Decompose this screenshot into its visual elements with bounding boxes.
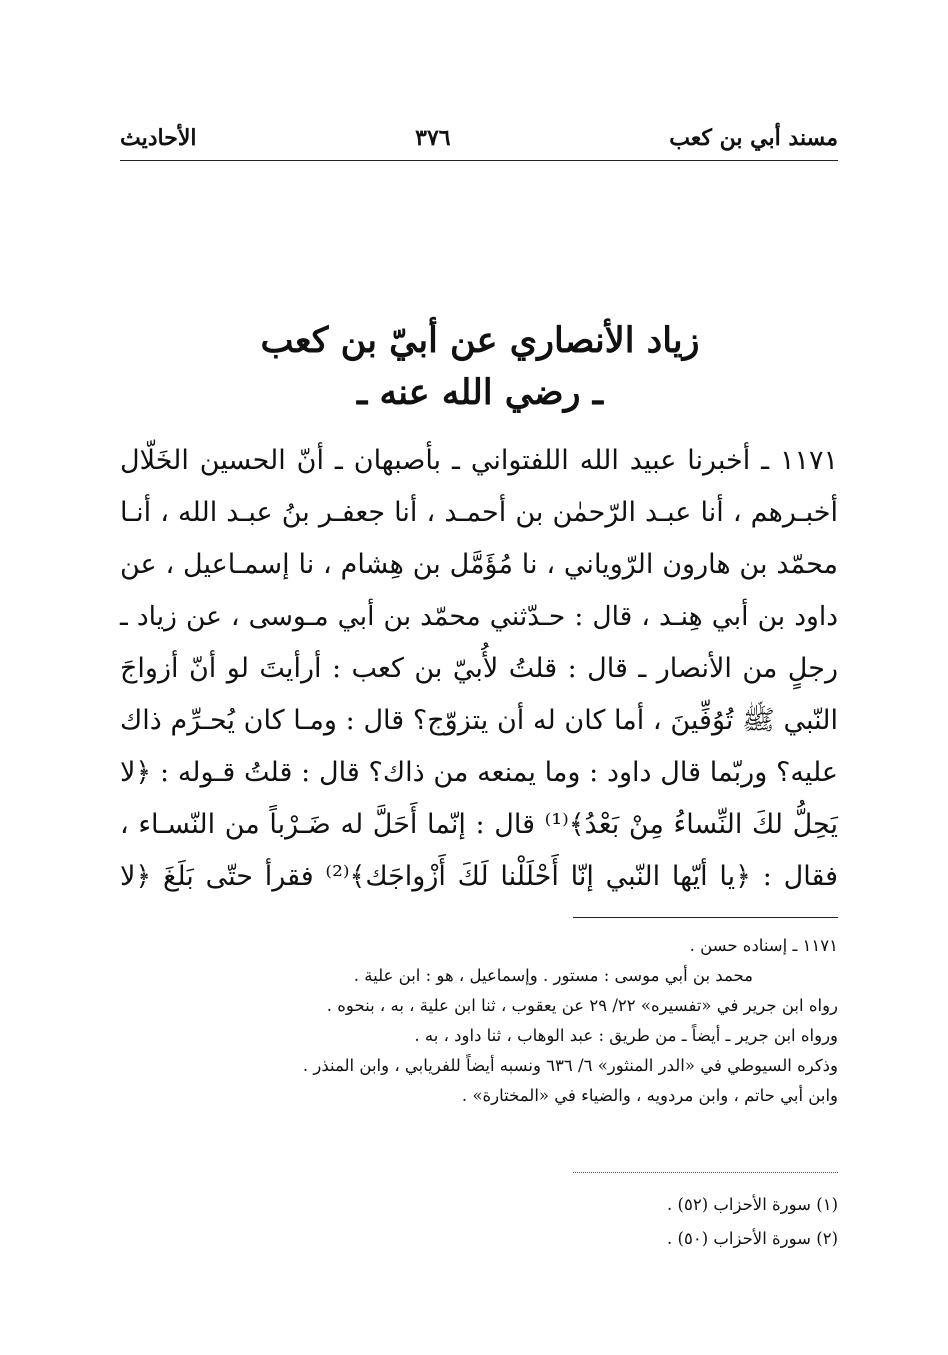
footnote-2: (٢) سورة الأحزاب (٥٠) . — [667, 1229, 838, 1248]
hadith-line: ١١٧١ ـ أخبرنا عبيد الله اللفتواني ـ بأصبهان ـ أنّ الحسين الخَلّال — [120, 445, 838, 476]
note-line: وابن أبي حاتم ، وابن مردويه ، والضياء في «المختارة» . — [461, 1086, 838, 1105]
note-line: محمد بن أبي موسى : مستور . وإسماعيل ، هو : ابن علية . — [353, 966, 753, 985]
running-header — [120, 118, 838, 158]
chapter-title — [140, 315, 820, 419]
hadith-line: محمّد بن هارون الرّوياني ، نا مُؤَمَّل بن هِشام ، نا إسمـاعيل ، عن — [120, 549, 838, 580]
hadith-line: فقال : ﴿يا أيّها النّبي إنّا أَحْلَلْنا لَكَ أَزْواجَك﴾⁽²⁾ فقرأ حتّى بَلَغَ ﴿لا — [120, 861, 839, 892]
hadith-line: داود بن أبي هِنـد ، قال : حـدّثني محمّد بن أبي مـوسى ، عن زياد ـ — [120, 601, 838, 632]
header-section-title: الأحاديث — [120, 125, 197, 151]
chapter-title-line-2: ـ رضي الله عنه ـ — [357, 372, 603, 413]
footnotes — [540, 1188, 838, 1256]
hadith-text — [120, 435, 838, 903]
hadith-line: رجلٍ من الأنصار ـ قال : قلتُ لأُبيّ بن كعب : أرأيتَ لو أنّ أزواجَ — [120, 653, 838, 684]
hadith-line: النّبي ﷺ تُوُفِّينَ ، أما كان له أن يتزوّج؟ قال : ومـا كان يُحـرِّم ذاك — [120, 705, 838, 736]
chapter-title-line-1: زياد الأنصاري عن أبيّ بن كعب — [260, 320, 700, 361]
footnotes-divider — [573, 1172, 838, 1173]
footnote-1: (١) سورة الأحزاب (٥٢) . — [667, 1195, 838, 1214]
takhrij-notes — [125, 931, 838, 1111]
note-line: ١١٧١ ـ إسناده حسن . — [689, 936, 838, 955]
note-line: وذكره السيوطي في «الدر المنثور» ٦/ ٦٣٦ ونسبه أيضاً للفريابي ، وابن المنذر . — [302, 1056, 838, 1075]
note-line: ورواه ابن جرير ـ أيضاً ـ من طريق : عبد الوهاب ، ثنا داود ، به . — [414, 1026, 838, 1045]
header-divider — [120, 160, 838, 161]
page-number: ٣٧٦ — [415, 125, 451, 151]
hadith-line: عليه؟ وربّما قال داود : وما يمنعه من ذاك؟ قال : قلتُ قـوله : ﴿لا — [120, 757, 838, 788]
note-line: رواه ابن جرير في «تفسيره» ٢٢/ ٢٩ عن يعقوب ، ثنا ابن علية ، به ، بنحوه . — [326, 996, 838, 1015]
hadith-line: أخبـرهم ، أنا عبـد الرّحمٰن بن أحمـد ، أنا جعفـر بنُ عبـد الله ، أنـا — [120, 497, 838, 528]
hadith-line: يَحِلُّ لكَ النِّساءُ مِنْ بَعْدُ﴾⁽¹⁾ قال : إنّما أَحَلَّ له ضَـرْباً من النّسـاء ، — [120, 809, 838, 840]
header-book-title: مسند أبي بن كعب — [669, 125, 838, 151]
notes-divider — [573, 917, 838, 918]
